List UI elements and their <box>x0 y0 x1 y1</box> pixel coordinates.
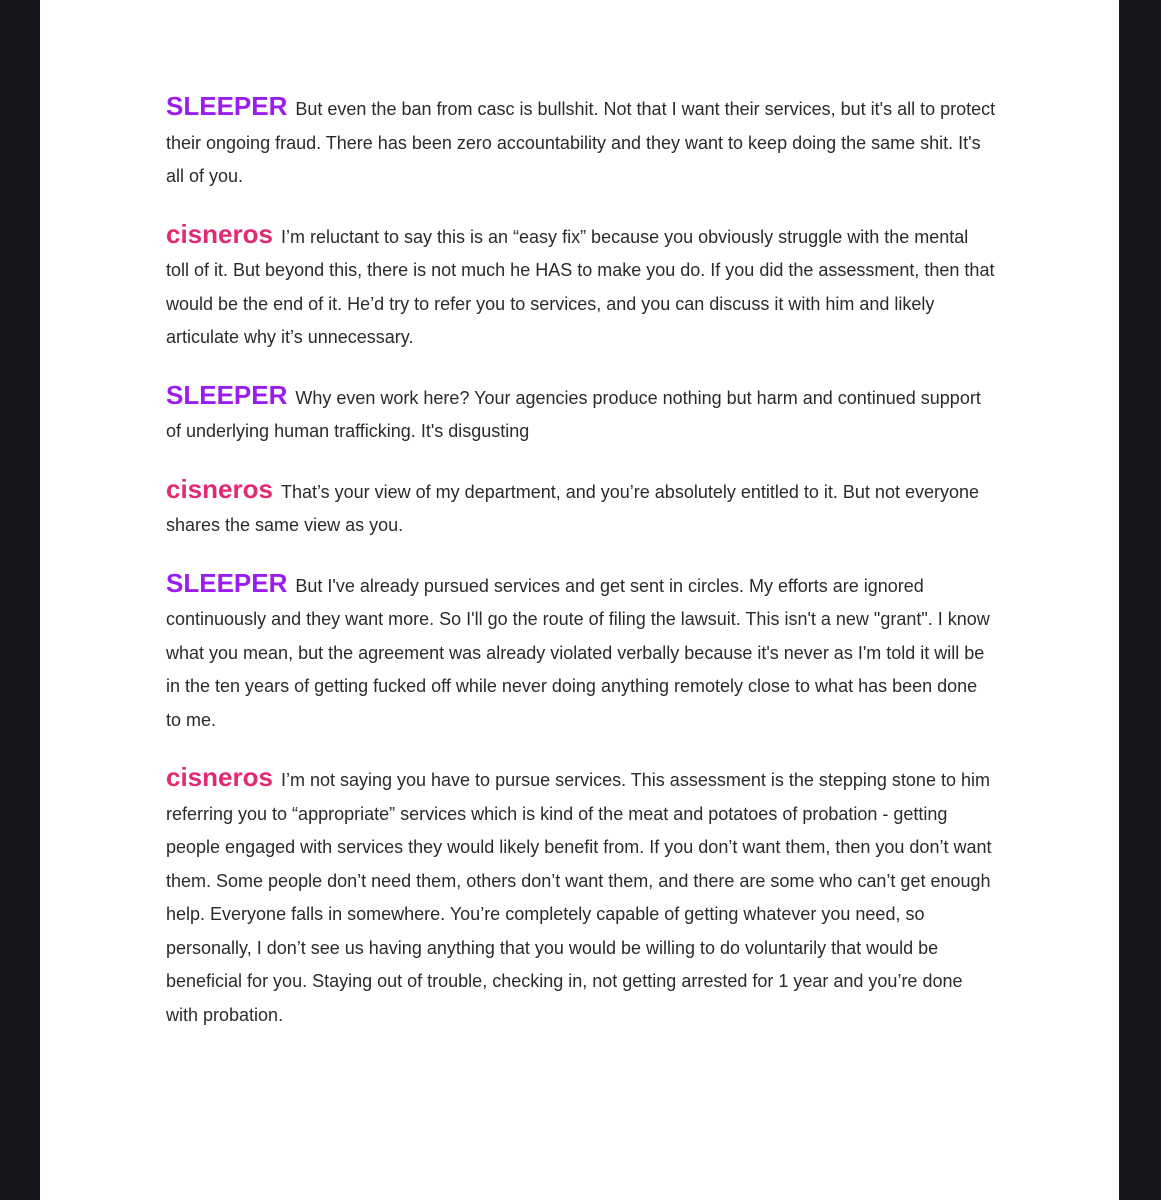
speaker-label: SLEEPER <box>166 567 288 598</box>
message-text: I’m reluctant to say this is an “easy fix” because you obviously struggle with the mental toll of it. But beyond this, there is not much he HAS to make you do. If you did the assessment, then that would be the end of it. He’d try to refer you to services, and you can discuss it with him and likely articulate why it’s unnecessary. <box>166 226 995 347</box>
speaker-label: SLEEPER <box>166 91 288 121</box>
document-page <box>40 0 1119 1200</box>
speaker-label: SLEEPER <box>166 379 288 410</box>
message-text: Why even work here? Your agencies produce nothing but harm and continued support of underlying human trafficking. It's disgusting <box>166 387 981 441</box>
message-text: I’m not saying you have to pursue services. This assessment is the stepping stone to him referring you to “appropriate” services which is kind of the meat and potatoes of probation - getting people engaged with services they would likely benefit from. If you don’t want them, then you don’t want them. Some people don’t need them, others don’t want them, and there are some who can’t get enough help. Everyone falls in somewhere. You’re completely capable of getting whatever you need, so personally, I don’t see us having anything that you would be willing to do voluntarily that would be beneficial for you. Staying out of trouble, checking in, not getting arrested for 1 year and you’re done with probation. <box>166 770 992 1025</box>
conversation-transcript <box>166 90 996 1056</box>
message <box>166 218 996 355</box>
message <box>166 379 996 449</box>
message <box>166 567 996 738</box>
message <box>166 473 996 543</box>
speaker-label: cisneros <box>166 762 273 792</box>
message-text: But I've already pursued services and get sent in circles. My efforts are ignored continuously and they want more. So I'll go the route of filing the lawsuit. This isn't a new "grant". I know what you mean, but the agreement was already violated verbally because it's never as I'm told it will be in the ten years of getting fucked off while never doing anything remotely close to what has been done to me. <box>166 575 990 730</box>
speaker-label: cisneros <box>166 218 273 249</box>
message <box>166 761 996 1032</box>
message-text: That’s your view of my department, and you’re absolutely entitled to it. But not everyone shares the same view as you. <box>166 481 979 535</box>
speaker-label: cisneros <box>166 473 273 504</box>
message <box>166 90 996 194</box>
message-text: But even the ban from casc is bullshit. Not that I want their services, but it's all to protect their ongoing fraud. There has been zero accountability and they want to keep doing the same shit. It's all of you. <box>166 99 996 186</box>
